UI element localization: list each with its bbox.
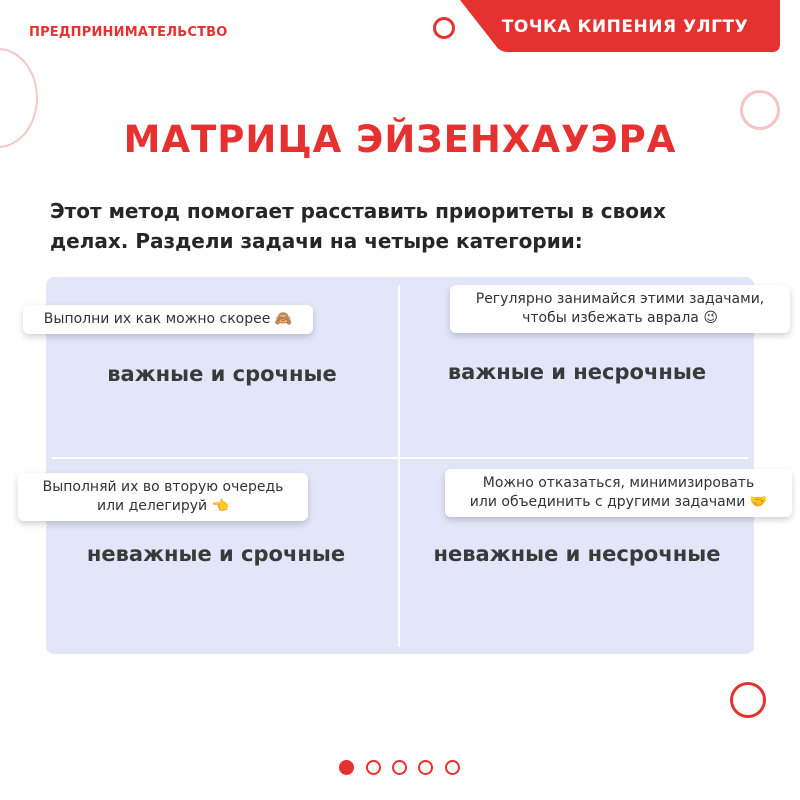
page-dot-5[interactable]	[445, 760, 460, 775]
page-dot-2[interactable]	[366, 760, 381, 775]
header-category-label: ПРЕДПРИНИМАТЕЛЬСТВО	[29, 25, 228, 40]
quadrant-not-important-not-urgent: неважные и несрочные	[433, 542, 721, 566]
quadrant-not-important-urgent: неважные и срочные	[86, 542, 346, 566]
tip-q4-line2: или объединить с другими задачами 🤝	[469, 494, 768, 510]
tip-q3-line2: или делегируй 👈	[96, 498, 230, 514]
decor-ring-bottom-right	[730, 682, 766, 718]
tip-q3-line1: Выполняй их во вторую очередь	[42, 479, 284, 495]
intro-line-2: делах. Раздели задачи на четыре категории:	[50, 229, 583, 253]
page-dot-4[interactable]	[418, 760, 433, 775]
page-dot-3[interactable]	[392, 760, 407, 775]
page-title: МАТРИЦА ЭЙЗЕНХАУЭРА	[123, 118, 677, 161]
page-dot-1[interactable]	[339, 760, 354, 775]
tip-bubble-q4	[445, 469, 792, 517]
tip-q1-line1: Выполни их как можно скорее 🙈	[43, 311, 293, 327]
matrix-divider-horizontal	[52, 457, 748, 459]
tip-bubble-q2	[450, 285, 790, 333]
tip-q2-line2: чтобы избежать аврала 😉	[522, 310, 718, 326]
intro-text	[50, 196, 666, 256]
quadrant-important-not-urgent: важные и несрочные	[447, 360, 707, 384]
tip-q2-line1: Регулярно занимайся этими задачами,	[475, 291, 765, 307]
tip-q4-line1: Можно отказаться, минимизировать	[482, 475, 755, 491]
decor-ring-top	[433, 17, 455, 39]
tip-bubble-q3	[18, 473, 308, 521]
brand-label: ТОЧКА КИПЕНИЯ УЛГТУ	[501, 17, 749, 37]
intro-line-1: Этот метод помогает расставить приоритеты в своих	[50, 199, 666, 223]
tip-bubble-q1	[23, 305, 313, 334]
matrix-divider-vertical	[398, 285, 400, 647]
quadrant-important-urgent: важные и срочные	[107, 362, 337, 386]
brand-banner	[460, 0, 780, 52]
